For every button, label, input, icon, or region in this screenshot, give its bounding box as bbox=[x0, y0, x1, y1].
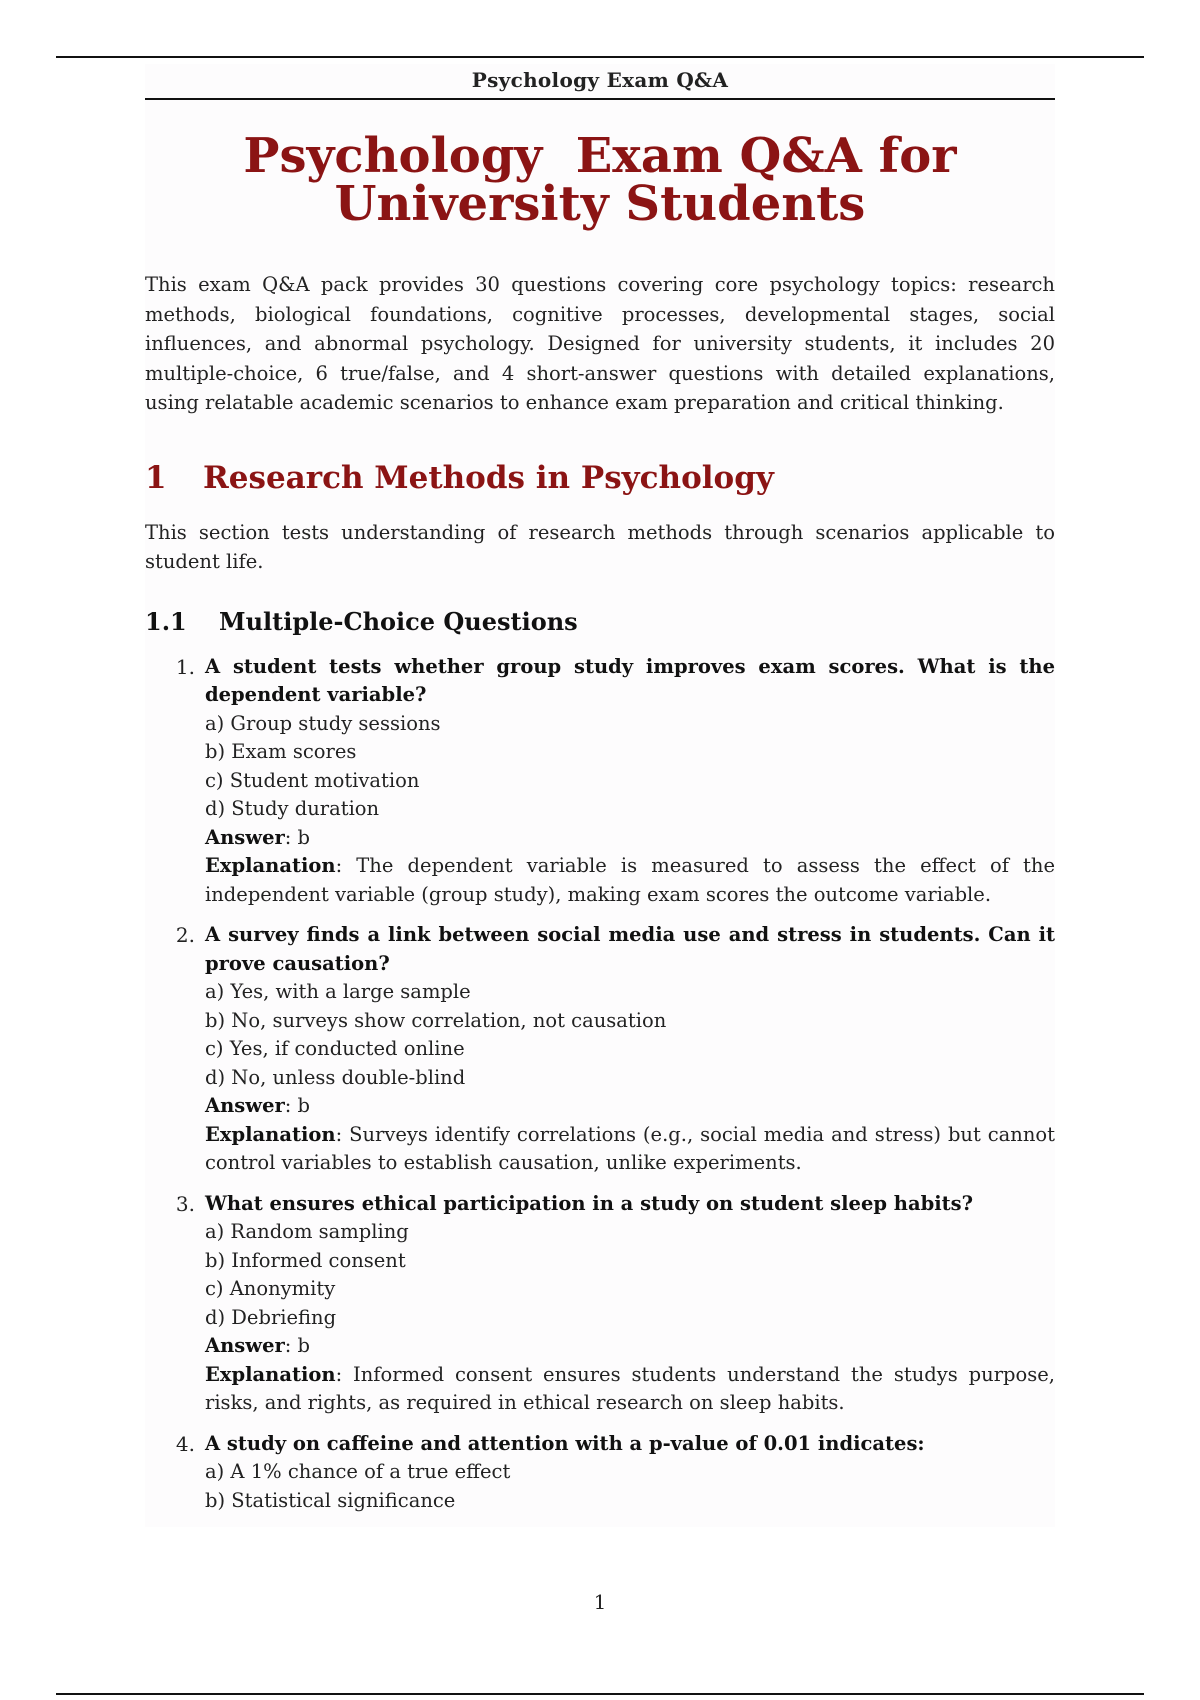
question-body bbox=[205, 653, 1055, 910]
answer-value: b bbox=[297, 825, 311, 849]
question-number: 3. bbox=[175, 1191, 195, 1216]
page-bottom-rule bbox=[56, 1693, 1144, 1695]
section-title: Research Methods in Psychology bbox=[203, 459, 774, 496]
question-body bbox=[205, 921, 1055, 1178]
answer-option: b) Informed consent bbox=[205, 1248, 406, 1272]
answer-value: b bbox=[297, 1094, 311, 1117]
explanation-text: Surveys identify correlations (e.g., social media and stress) but cannot control variables to establish causation, unlike experiments. bbox=[205, 1122, 1055, 1174]
answer-option: b) No, surveys show correlation, not causation bbox=[205, 1008, 667, 1032]
answer-option: d) Debriefing bbox=[205, 1305, 337, 1329]
answer-option: c) Yes, if conducted online bbox=[205, 1037, 465, 1060]
explanation-text: Informed consent ensures students understand the studys purpose, risks, and rights, as required in ethical research on sleep habits. bbox=[205, 1362, 1055, 1414]
question-text: A study on caffeine and attention with a p-value of 0.01 indicates: bbox=[205, 1431, 925, 1455]
answer-option: c) Anonymity bbox=[205, 1277, 336, 1300]
answer-option: a) Random sampling bbox=[205, 1220, 409, 1243]
subsection-number: 1.1 bbox=[145, 606, 187, 636]
answer-option: a) Group study sessions bbox=[205, 711, 441, 735]
question-text: A survey finds a link between social media use and stress in students. Can it prove causation? bbox=[205, 923, 1055, 975]
title-line-2: University Students bbox=[334, 176, 866, 232]
question-text: A student tests whether group study improves exam scores. What is the dependent variable? bbox=[205, 654, 1055, 706]
page-number: 1 bbox=[593, 1590, 607, 1614]
answer-line: Answer: b bbox=[205, 825, 311, 849]
explanation-text: The dependent variable is measured to assess the effect of the independent variable (group study), making exam scores the outcome variable. bbox=[205, 854, 1055, 906]
question-text: What ensures ethical participation in a study on student sleep habits? bbox=[205, 1191, 974, 1215]
question-number: 1. bbox=[175, 654, 195, 679]
question-number: 4. bbox=[175, 1431, 195, 1456]
answer-label: Answer bbox=[205, 1334, 285, 1357]
explanation-label: Explanation bbox=[205, 1122, 336, 1146]
question-item bbox=[145, 653, 1055, 910]
answer-option: d) Study duration bbox=[205, 797, 380, 820]
question-number: 2. bbox=[175, 923, 195, 947]
explanation-line: Explanation: Surveys identify correlations (e.g., social media and stress) but cannot control variables to establish causation, unlike experiments. bbox=[205, 1122, 1055, 1174]
explanation-label: Explanation bbox=[205, 1362, 336, 1386]
question-body bbox=[205, 1430, 1055, 1516]
answer-value: b bbox=[297, 1334, 311, 1357]
answer-line: Answer: b bbox=[205, 1094, 311, 1117]
answer-option: b) Exam scores bbox=[205, 740, 357, 763]
explanation-label: Explanation bbox=[205, 854, 336, 877]
subsection-title: Multiple-Choice Questions bbox=[219, 606, 578, 636]
explanation-line: Explanation: The dependent variable is measured to assess the effect of the independent variable (group study), making exam scores the outcome variable. bbox=[205, 854, 1055, 906]
answer-option: b) Statistical significance bbox=[205, 1488, 456, 1512]
abstract: This exam Q&A pack provides 30 questions covering core psychology topics: research methods, biological foundations, cognitive processes, developmental stages, social influences, and abnormal psychology. Designed for university students, it includes 20 multiple-choice, 6 true/false, and 4 short-answer questions with detailed explanations, using relatable academic scenarios to enhance exam preparation and critical thinking. bbox=[145, 273, 1055, 414]
section-heading bbox=[145, 460, 1055, 496]
section-number: 1 bbox=[145, 459, 167, 496]
answer-option: a) Yes, with a large sample bbox=[205, 980, 471, 1003]
answer-label: Answer bbox=[205, 825, 285, 849]
question-item bbox=[145, 1190, 1055, 1418]
subsection-heading bbox=[145, 607, 1055, 637]
running-header: Psychology Exam Q&A bbox=[145, 64, 1055, 100]
answer-option: d) No, unless double-blind bbox=[205, 1065, 466, 1089]
answer-line: Answer: b bbox=[205, 1334, 311, 1357]
question-list bbox=[145, 653, 1055, 1516]
question-item bbox=[145, 921, 1055, 1178]
answer-label: Answer bbox=[205, 1094, 285, 1117]
document-page bbox=[145, 64, 1055, 1527]
question-body bbox=[205, 1190, 1055, 1418]
page-top-rule bbox=[56, 56, 1144, 58]
explanation-line: Explanation: Informed consent ensures students understand the studys purpose, risks, and rights, as required in ethical research on sleep habits. bbox=[205, 1362, 1055, 1414]
answer-option: a) A 1% chance of a true effect bbox=[205, 1460, 511, 1483]
document-title bbox=[145, 128, 1055, 232]
question-item bbox=[145, 1430, 1055, 1516]
section-intro: This section tests understanding of research methods through scenarios applicable to student life. bbox=[145, 520, 1055, 573]
answer-option: c) Student motivation bbox=[205, 768, 420, 792]
title-line-1: Psychology Exam Q&A for bbox=[243, 128, 957, 184]
